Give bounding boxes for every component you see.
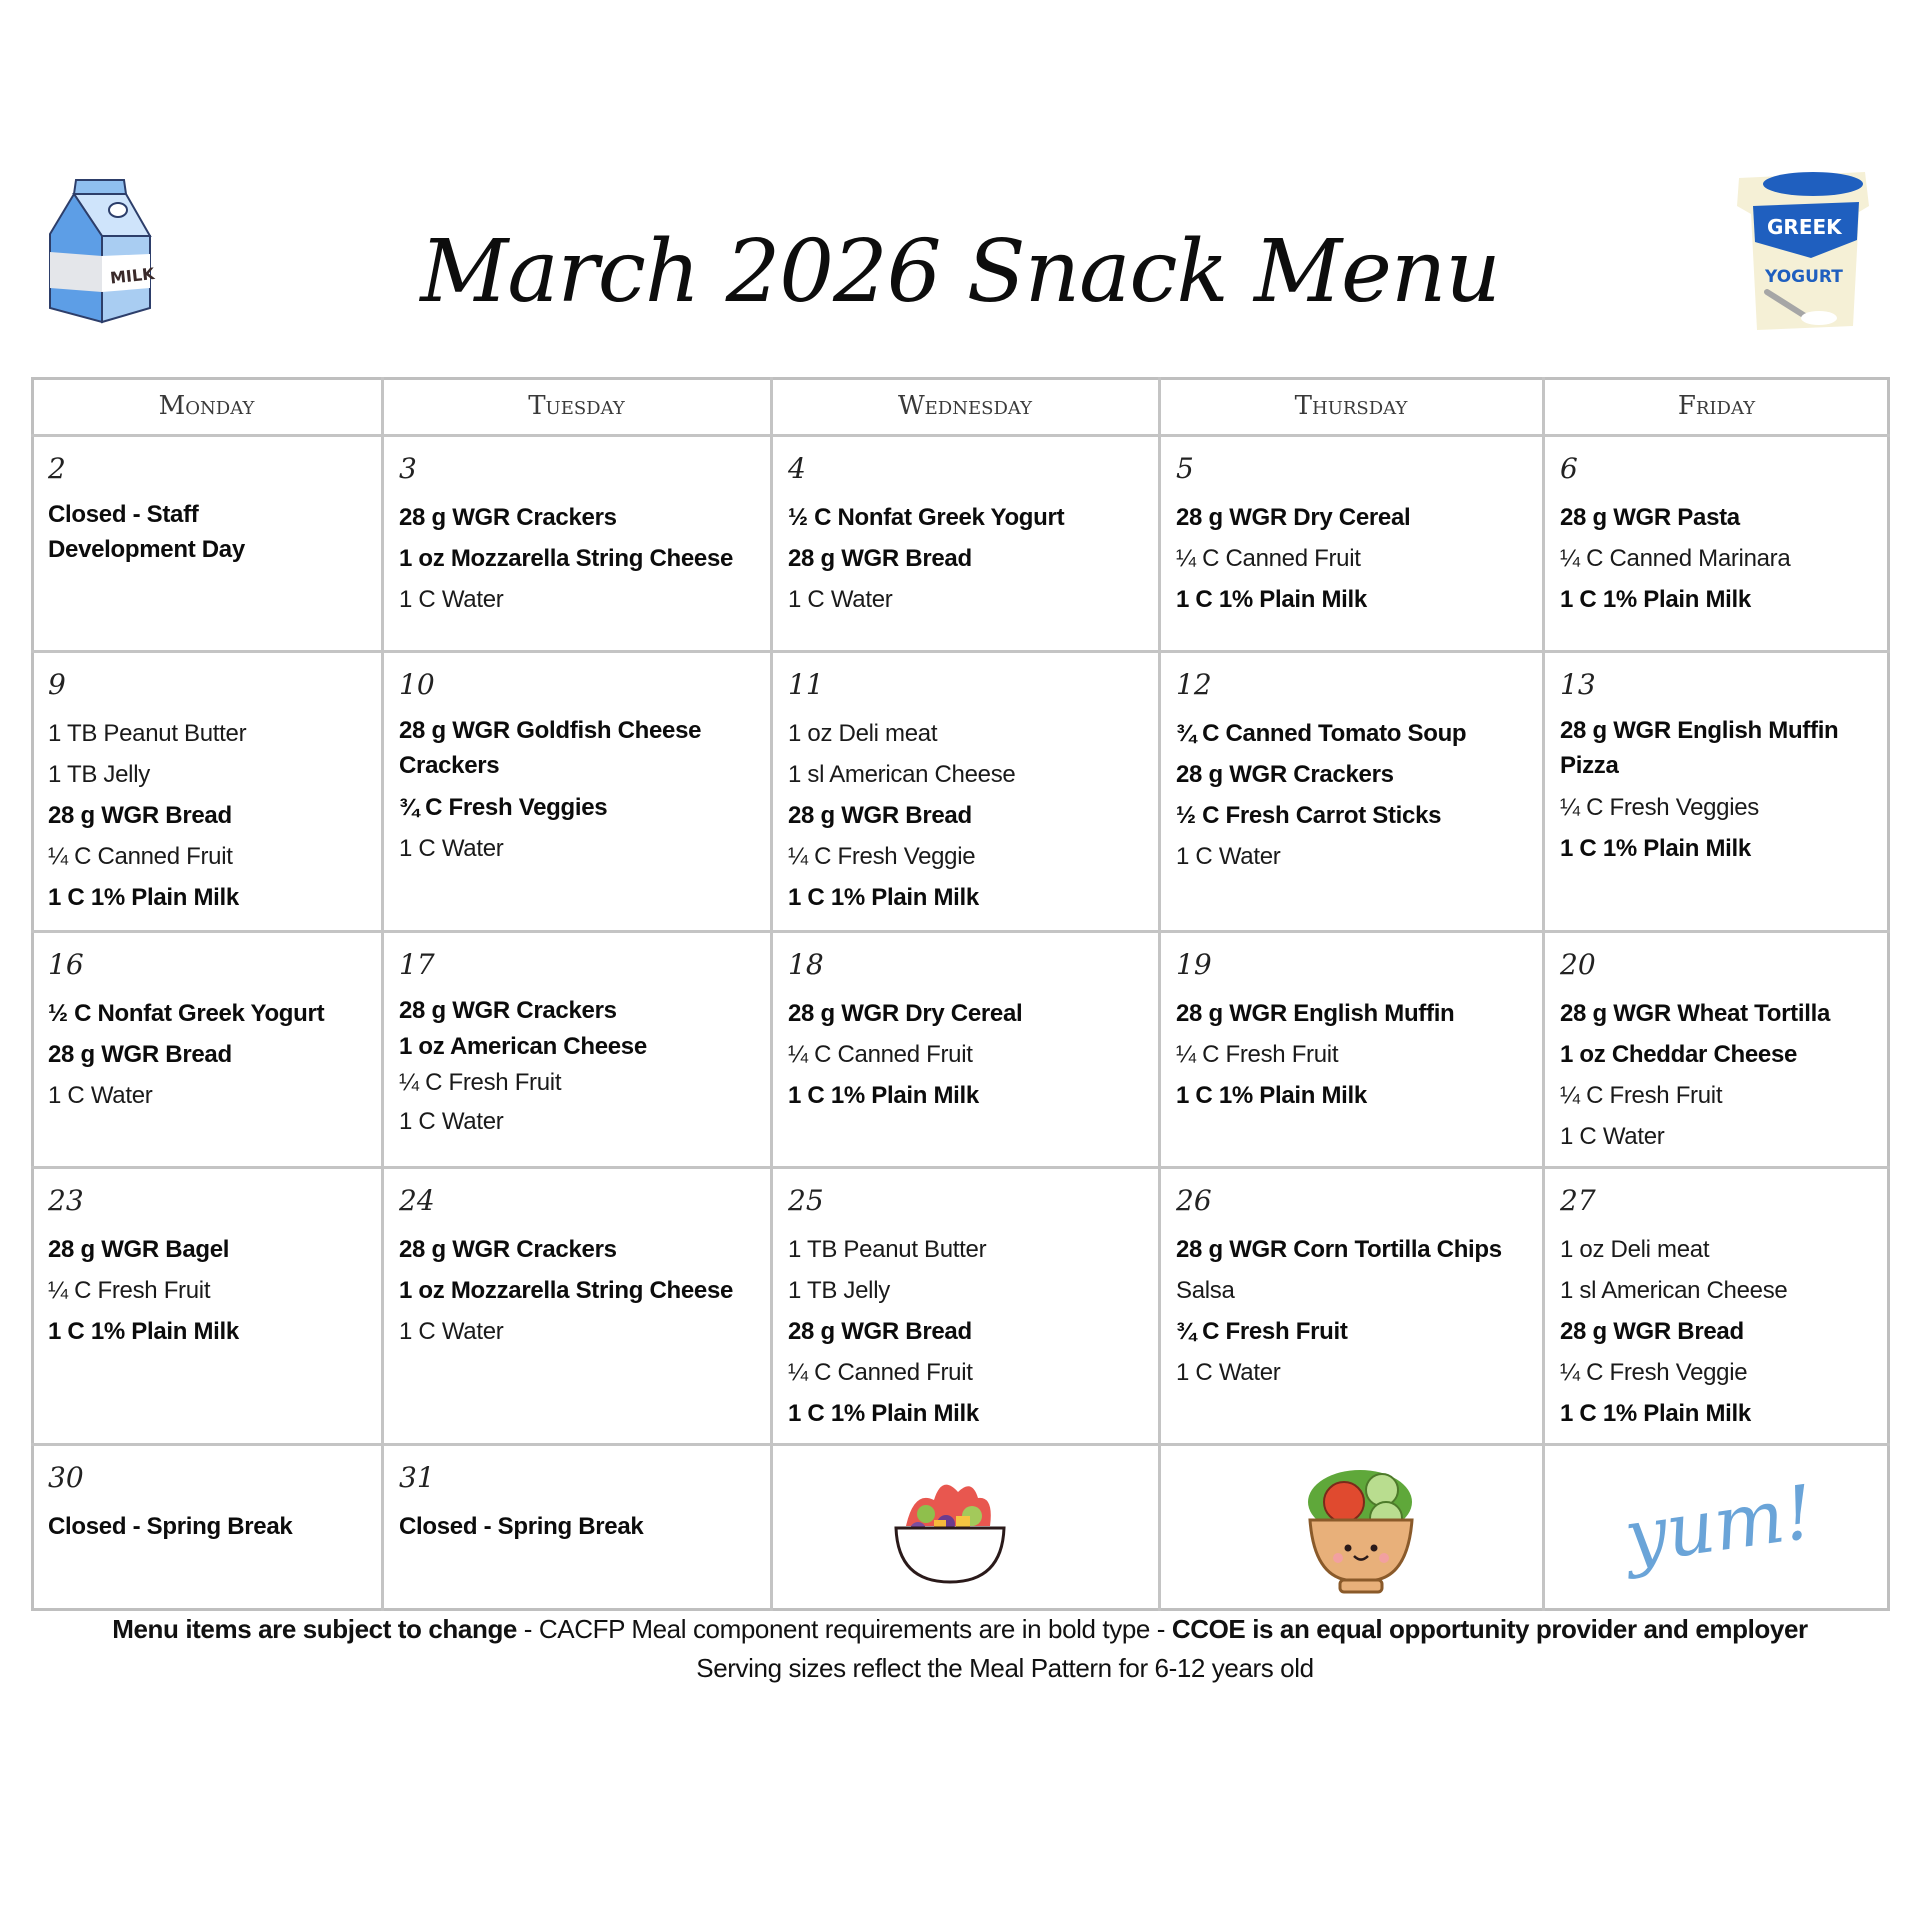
menu-item: 1 C Water [399, 1108, 504, 1135]
menu-item: ¾ C Fresh Fruit [1176, 1318, 1348, 1345]
menu-item: 28 g WGR Bread [1560, 1318, 1744, 1345]
menu-item: ¼ C Canned Fruit [788, 1359, 973, 1386]
menu-item: 28 g WGR Corn Tortilla Chips [1176, 1236, 1502, 1263]
day-cell-tuesday [382, 1167, 771, 1444]
day-cell-thursday [1159, 1167, 1543, 1444]
day-cell-monday [31, 1444, 382, 1611]
menu-item: 1 oz Mozzarella String Cheese [399, 545, 734, 572]
day-cell-thursday [1159, 931, 1543, 1167]
day-cell-friday [1543, 435, 1890, 651]
menu-item: 1 C 1% Plain Milk [48, 884, 239, 911]
weekday-header-thursday: Thursday [1294, 391, 1408, 421]
menu-item: 1 TB Peanut Butter [788, 1236, 987, 1263]
menu-item: ¼ C Fresh Fruit [48, 1277, 211, 1304]
footer-disclaimer: Menu items are subject to change - CACFP Meal component requirements are in bold type - CCOE is an equal opportunity provider and employer [112, 1614, 1808, 1644]
day-cell-monday [31, 435, 382, 651]
page-title: March 2026 Snack Menu [420, 222, 1500, 322]
menu-item: 1 C Water [1176, 843, 1281, 870]
svg-text:MILK: MILK [109, 264, 156, 288]
day-cell-wednesday [771, 1167, 1159, 1444]
menu-item: 1 C Water [1560, 1123, 1665, 1150]
menu-item: 28 g WGR Crackers [399, 1236, 617, 1263]
footer-cacfp-note: CACFP Meal component requirements are in bold type [538, 1614, 1150, 1644]
menu-item: 28 g WGR Bread [788, 545, 972, 572]
day-number: 11 [788, 668, 824, 701]
menu-item: 28 g WGR Bread [48, 1041, 232, 1068]
footer-change-notice: Menu items are subject to change [112, 1614, 517, 1644]
weekday-header-friday: Friday [1677, 391, 1756, 421]
salad-bowl-icon [1298, 1462, 1424, 1598]
menu-item: 1 C Water [1176, 1359, 1281, 1386]
menu-item: ¾ C Canned Tomato Soup [1176, 720, 1467, 747]
day-cell-tuesday [382, 435, 771, 651]
menu-item: Closed - Spring Break [48, 1513, 293, 1540]
day-cell-thursday [1159, 651, 1543, 931]
menu-item: 1 C Water [399, 835, 504, 862]
day-cell-monday [31, 1167, 382, 1444]
menu-item: 28 g WGR English Muffin Pizza [1560, 717, 1839, 779]
menu-item: 1 oz Mozzarella String Cheese [399, 1277, 734, 1304]
menu-item: 1 C 1% Plain Milk [1560, 586, 1751, 613]
day-number: 12 [1176, 668, 1212, 701]
menu-item: 1 TB Peanut Butter [48, 720, 247, 747]
fruit-bowl-icon [886, 1470, 1014, 1588]
day-number: 31 [399, 1461, 435, 1494]
menu-item: ¼ C Canned Fruit [788, 1041, 973, 1068]
menu-item: 28 g WGR Crackers [399, 997, 617, 1024]
menu-item: ½ C Nonfat Greek Yogurt [788, 504, 1065, 531]
day-number: 4 [788, 452, 806, 485]
day-number: 18 [788, 948, 824, 981]
menu-item: 1 sl American Cheese [788, 761, 1016, 788]
day-number: 24 [399, 1184, 435, 1217]
milk-carton-icon [46, 176, 158, 324]
menu-item: Closed - Staff Development Day [48, 501, 245, 563]
menu-item: ¼ C Canned Fruit [1176, 545, 1361, 572]
menu-item: 28 g WGR Goldfish Cheese Crackers [399, 717, 702, 779]
day-cell-tuesday [382, 931, 771, 1167]
day-number: 13 [1560, 668, 1596, 701]
menu-item: 28 g WGR Dry Cereal [788, 1000, 1023, 1027]
menu-item: ¼ C Fresh Fruit [399, 1069, 562, 1096]
menu-item: 1 C 1% Plain Milk [1560, 835, 1751, 862]
menu-item: ¾ C Fresh Veggies [399, 794, 608, 821]
menu-item: 1 sl American Cheese [1560, 1277, 1788, 1304]
day-number: 10 [399, 668, 435, 701]
menu-item: ½ C Nonfat Greek Yogurt [48, 1000, 325, 1027]
menu-item: 28 g WGR Bagel [48, 1236, 230, 1263]
weekday-header-monday: Monday [158, 391, 255, 421]
day-number: 26 [1176, 1184, 1212, 1217]
day-number: 25 [788, 1184, 824, 1217]
menu-item: 1 TB Jelly [48, 761, 150, 788]
weekday-header-wednesday: Wednesday [897, 391, 1033, 421]
menu-item: Salsa [1176, 1277, 1235, 1304]
menu-item: ¼ C Fresh Veggies [1560, 794, 1760, 821]
day-cell-monday [31, 651, 382, 931]
footer-equal-opportunity: CCOE is an equal opportunity provider and employer [1171, 1614, 1808, 1644]
menu-item: Closed - Spring Break [399, 1513, 644, 1540]
day-number: 2 [48, 452, 66, 485]
menu-item: 1 oz Deli meat [788, 720, 938, 747]
weekday-header-tuesday: Tuesday [528, 391, 625, 421]
menu-item: 1 C 1% Plain Milk [48, 1318, 239, 1345]
day-cell-tuesday [382, 651, 771, 931]
menu-item: 1 C Water [788, 586, 893, 613]
day-number: 5 [1176, 452, 1194, 485]
menu-item: 1 C 1% Plain Milk [788, 1400, 979, 1427]
day-number: 3 [399, 452, 417, 485]
menu-item: 28 g WGR Bread [788, 1318, 972, 1345]
menu-item: ¼ C Fresh Veggie [788, 843, 976, 870]
day-cell-friday [1543, 1167, 1890, 1444]
menu-item: ¼ C Canned Marinara [1560, 545, 1791, 572]
menu-item: ¼ C Canned Fruit [48, 843, 233, 870]
day-cell-wednesday [771, 651, 1159, 931]
day-number: 16 [48, 948, 84, 981]
menu-item: 1 oz American Cheese [399, 1033, 647, 1060]
day-cell-monday [31, 931, 382, 1167]
svg-text:GREEK: GREEK [1767, 215, 1842, 239]
day-cell-tuesday [382, 1444, 771, 1611]
menu-item: 1 oz Cheddar Cheese [1560, 1041, 1798, 1068]
menu-item: 1 C Water [48, 1082, 153, 1109]
menu-item: 28 g WGR Wheat Tortilla [1560, 1000, 1831, 1027]
menu-item: 28 g WGR Bread [788, 802, 972, 829]
day-number: 9 [48, 668, 66, 701]
menu-item: 1 C 1% Plain Milk [788, 884, 979, 911]
yum-lettering: yum! [1619, 1469, 1820, 1581]
menu-item: 1 C 1% Plain Milk [1560, 1400, 1751, 1427]
footer-serving-sizes: Serving sizes reflect the Meal Pattern for 6-12 years old [696, 1653, 1314, 1683]
menu-item: 28 g WGR English Muffin [1176, 1000, 1455, 1027]
menu-item: ¼ C Fresh Fruit [1560, 1082, 1723, 1109]
day-number: 6 [1560, 452, 1578, 485]
menu-item: 28 g WGR Bread [48, 802, 232, 829]
menu-item: 1 TB Jelly [788, 1277, 890, 1304]
menu-item: 1 C 1% Plain Milk [1176, 1082, 1367, 1109]
menu-item: 28 g WGR Crackers [399, 504, 617, 531]
greek-yogurt-icon [1733, 166, 1873, 336]
day-cell-wednesday [771, 435, 1159, 651]
day-cell-friday [1543, 931, 1890, 1167]
menu-item: 28 g WGR Crackers [1176, 761, 1394, 788]
menu-item: ¼ C Fresh Fruit [1176, 1041, 1339, 1068]
svg-text:YOGURT: YOGURT [1765, 267, 1843, 287]
day-number: 20 [1560, 948, 1596, 981]
day-cell-friday [1543, 651, 1890, 931]
menu-item: 1 C Water [399, 586, 504, 613]
menu-item: 1 C 1% Plain Milk [1176, 586, 1367, 613]
day-number: 19 [1176, 948, 1212, 981]
day-number: 30 [48, 1461, 84, 1494]
menu-item: 28 g WGR Pasta [1560, 504, 1740, 531]
day-number: 27 [1560, 1184, 1596, 1217]
menu-item: 1 C 1% Plain Milk [788, 1082, 979, 1109]
day-cell-thursday [1159, 435, 1543, 651]
day-number: 17 [399, 948, 435, 981]
menu-item: 1 C Water [399, 1318, 504, 1345]
menu-item: ½ C Fresh Carrot Sticks [1176, 802, 1442, 829]
day-number: 23 [48, 1184, 84, 1217]
menu-item: 1 oz Deli meat [1560, 1236, 1710, 1263]
day-cell-wednesday [771, 931, 1159, 1167]
menu-item: ¼ C Fresh Veggie [1560, 1359, 1748, 1386]
menu-item: 28 g WGR Dry Cereal [1176, 504, 1411, 531]
